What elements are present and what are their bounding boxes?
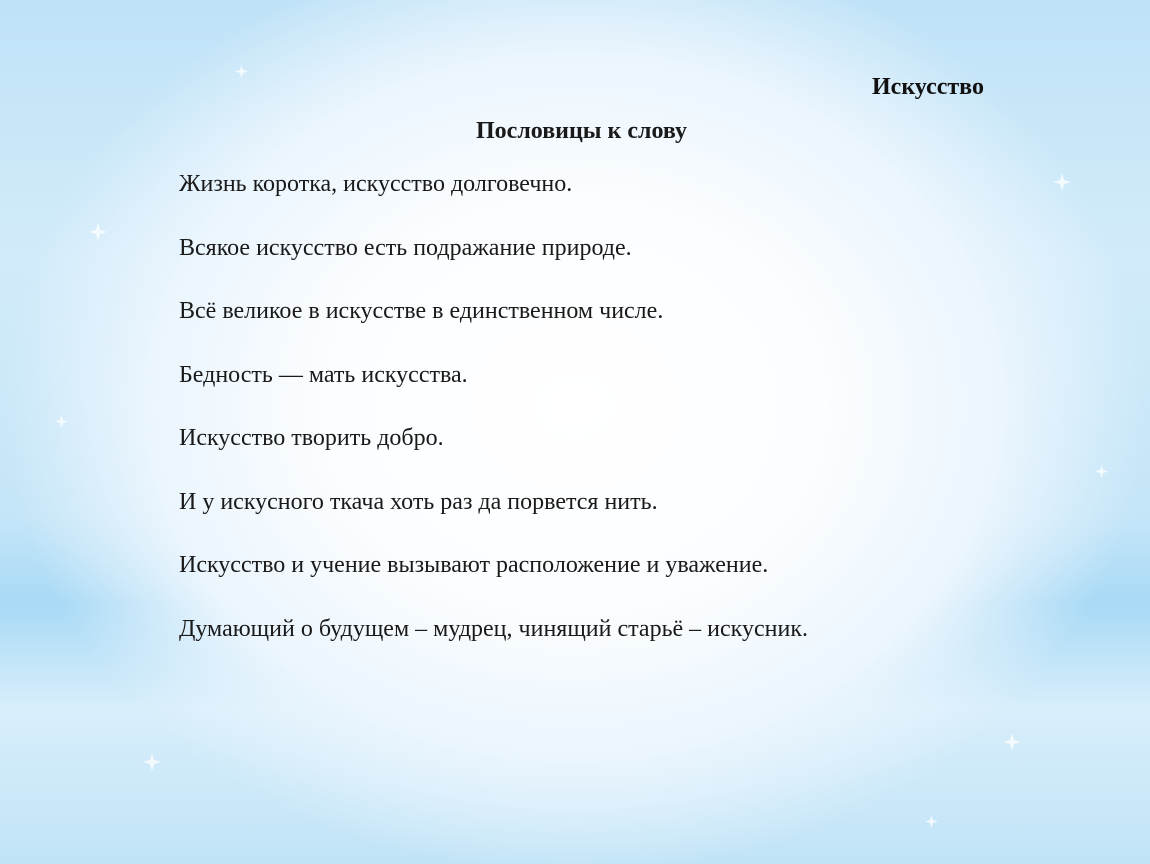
proverb-item: Бедность — мать искусства. — [179, 361, 468, 388]
slide-subtitle: Пословицы к слову — [476, 118, 688, 144]
proverb-item: Всякое искусство есть подражание природе. — [179, 234, 632, 261]
proverb-item: Искусство и учение вызывают расположение и уважение. — [179, 552, 769, 578]
proverb-item: Жизнь коротка, искусство долговечно. — [179, 171, 573, 197]
proverb-item: Всё великое в искусстве в единственном числе. — [179, 298, 664, 324]
proverb-item: И у искусного ткача хоть раз да порвется нить. — [179, 488, 658, 515]
proverb-item: Искусство творить добро. — [179, 425, 444, 451]
slide-title: Искусство — [872, 74, 984, 100]
proverb-list — [179, 166, 808, 674]
proverb-item: Думающий о будущем – мудрец, чинящий старьё – искусник. — [179, 615, 808, 642]
